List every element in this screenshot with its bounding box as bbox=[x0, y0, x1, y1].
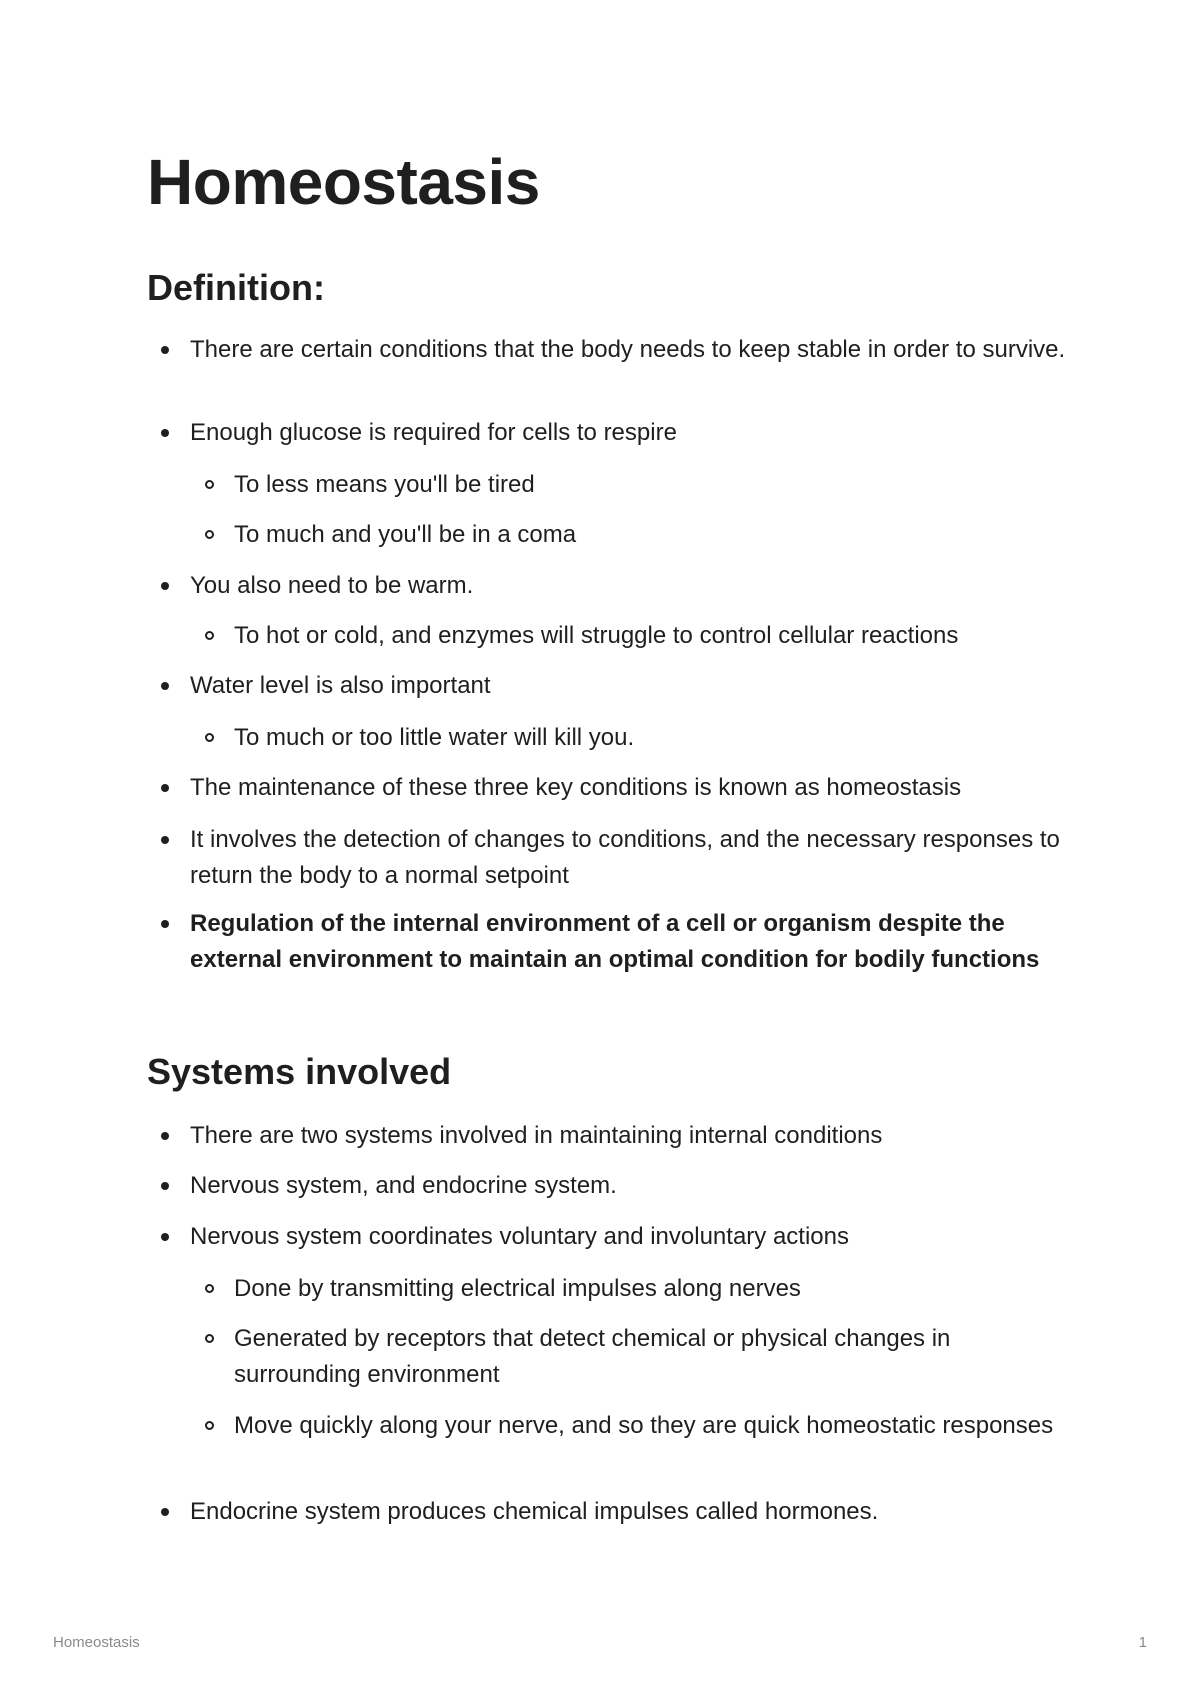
bullet-icon bbox=[161, 1233, 169, 1241]
list-item: Nervous system coordinates voluntary and involuntary actions bbox=[190, 1219, 1080, 1255]
hollow-bullet-icon bbox=[205, 1421, 214, 1430]
bullet-icon bbox=[161, 1508, 169, 1516]
list-item: The maintenance of these three key conditions is known as homeostasis bbox=[190, 770, 1080, 806]
hollow-bullet-icon bbox=[205, 530, 214, 539]
list-item: Nervous system, and endocrine system. bbox=[190, 1168, 1080, 1204]
bullet-icon bbox=[161, 429, 169, 437]
section-heading-definition: Definition: bbox=[147, 267, 325, 308]
section-heading-systems: Systems involved bbox=[147, 1051, 452, 1092]
bullet-icon bbox=[161, 346, 169, 354]
hollow-bullet-icon bbox=[205, 1284, 214, 1293]
hollow-bullet-icon bbox=[205, 480, 214, 489]
footer-document-title: Homeostasis bbox=[53, 1634, 140, 1651]
bullet-icon bbox=[161, 836, 169, 844]
bullet-icon bbox=[161, 784, 169, 792]
footer-page-number: 1 bbox=[1138, 1634, 1147, 1651]
bullet-icon bbox=[161, 920, 169, 928]
list-item: It involves the detection of changes to conditions, and the necessary responses to return the body to a normal setpoint bbox=[190, 822, 1080, 894]
bullet-icon bbox=[161, 582, 169, 590]
list-item: Enough glucose is required for cells to respire bbox=[190, 415, 1080, 451]
sub-list-item: To less means you'll be tired bbox=[234, 467, 1080, 503]
hollow-bullet-icon bbox=[205, 733, 214, 742]
sub-list-item: To much or too little water will kill you. bbox=[234, 720, 1080, 756]
sub-list-item: Generated by receptors that detect chemical or physical changes in surrounding environment bbox=[234, 1321, 1080, 1393]
list-item-bold: Regulation of the internal environment of a cell or organism despite the external environment to maintain an optimal condition for bodily functions bbox=[190, 906, 1080, 978]
page-title: Homeostasis bbox=[147, 146, 540, 218]
list-item: Endocrine system produces chemical impulses called hormones. bbox=[190, 1494, 1080, 1530]
sub-list-item: To much and you'll be in a coma bbox=[234, 517, 1080, 553]
list-item: You also need to be warm. bbox=[190, 568, 1080, 604]
list-item: There are two systems involved in maintaining internal conditions bbox=[190, 1118, 1080, 1154]
sub-list-item: Move quickly along your nerve, and so they are quick homeostatic responses bbox=[234, 1408, 1080, 1444]
bullet-icon bbox=[161, 1182, 169, 1190]
sub-list-item: To hot or cold, and enzymes will struggle to control cellular reactions bbox=[234, 618, 1080, 654]
hollow-bullet-icon bbox=[205, 631, 214, 640]
hollow-bullet-icon bbox=[205, 1334, 214, 1343]
bullet-icon bbox=[161, 682, 169, 690]
list-item: There are certain conditions that the body needs to keep stable in order to survive. bbox=[190, 332, 1080, 368]
sub-list-item: Done by transmitting electrical impulses along nerves bbox=[234, 1271, 1080, 1307]
list-item: Water level is also important bbox=[190, 668, 1080, 704]
bullet-icon bbox=[161, 1132, 169, 1140]
